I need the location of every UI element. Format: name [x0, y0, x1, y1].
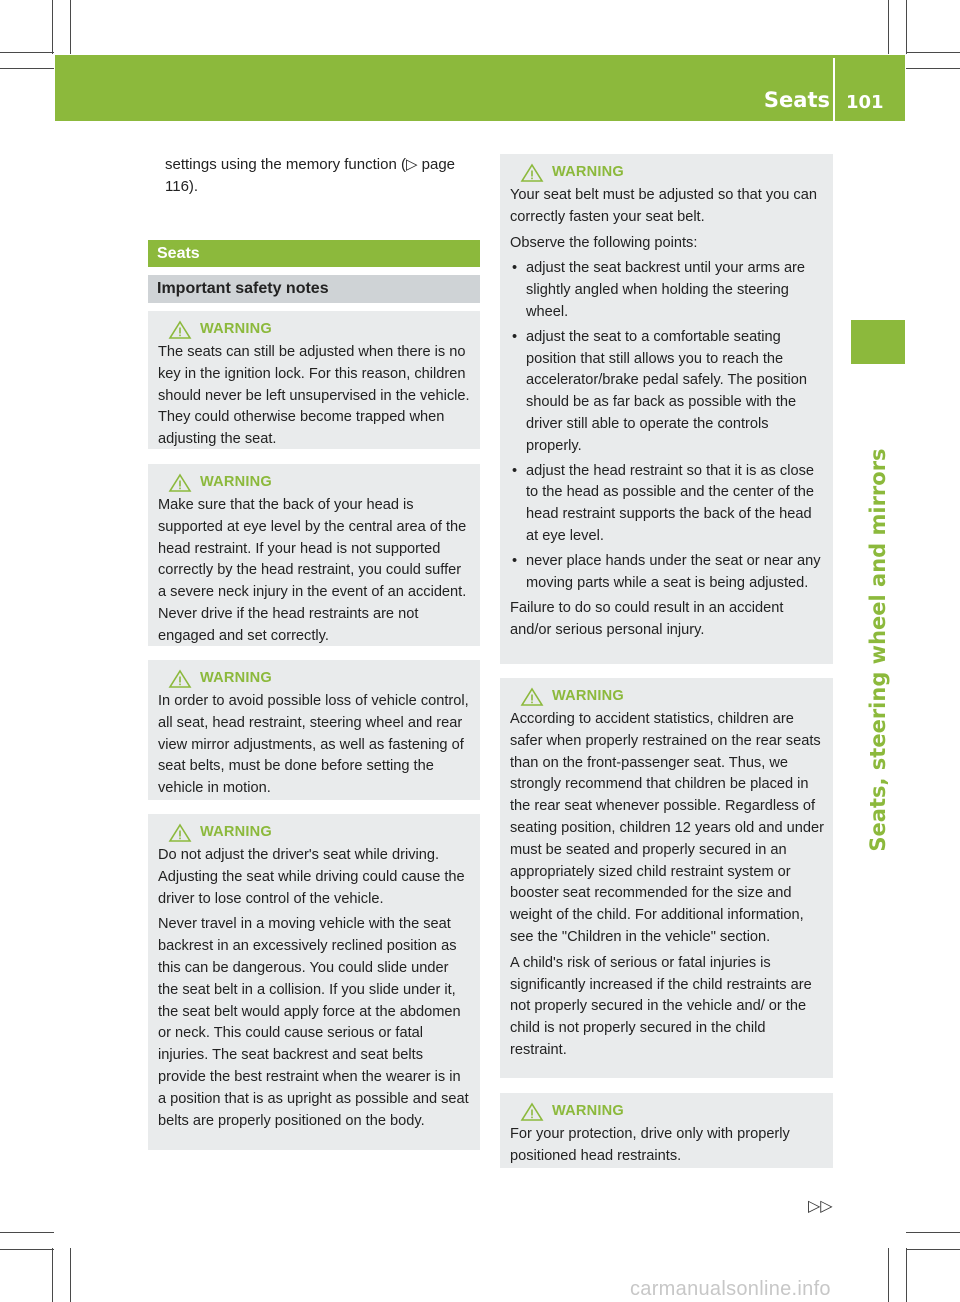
- warning-box-children: [500, 678, 833, 1078]
- warning-triangle-icon: [168, 669, 192, 689]
- warning-box: [148, 464, 480, 646]
- warning-box: [148, 814, 480, 1150]
- chapter-side-label: Seats, steering wheel and mirrors: [866, 448, 890, 852]
- warning-header: [510, 1101, 825, 1123]
- crop-mark: [70, 1248, 71, 1302]
- crop-mark: [0, 52, 54, 53]
- warning-header: [158, 822, 472, 844]
- warning-bullet-list: [510, 258, 825, 594]
- warning-label: WARNING: [552, 1103, 624, 1120]
- warning-box-head-restraints: [500, 1093, 833, 1168]
- warning-text: Observe the following points:: [510, 234, 698, 251]
- warning-label: WARNING: [200, 670, 272, 687]
- list-item: • adjust the head restraint so that it is as close to the head as possible and the center of the head restraint supports the back of the head at eye level.: [510, 461, 825, 548]
- warning-box-seat-belt: [500, 154, 833, 664]
- warning-text: Make sure that the back of your head is supported at eye level by the central area of the head restraint. If your head is not supported correctly by the head restraint, you could suffer a severe neck injury in the event of an accident. Never drive if the head restraints are not engaged and set correctly.: [158, 497, 467, 644]
- watermark: carmanualsonline.info: [630, 1278, 831, 1300]
- crop-mark: [906, 0, 907, 54]
- crop-mark: [0, 1232, 54, 1233]
- page-number: 101: [846, 92, 884, 113]
- warning-text: Failure to do so could result in an accident and/or serious personal injury.: [510, 600, 784, 639]
- warning-label: WARNING: [200, 824, 272, 841]
- crop-mark: [888, 1248, 889, 1302]
- warning-text: Never travel in a moving vehicle with the seat backrest in an excessively reclined position as this can be dangerous. You could slide under the seat belt in a collision. If you slide under it, the seat belt would apply force at the abdomen or neck. This could cause serious or fatal injuries. The seat backrest and seat belts provide the best restraint when the wearer is in a position that is as upright as possible and seat belts are properly positioned on the body.: [158, 916, 469, 1129]
- header-divider: [833, 58, 835, 121]
- intro-text: settings using the memory function (▷ page 116).: [165, 156, 456, 195]
- warning-text: The seats can still be adjusted when there is no key in the ignition lock. For this reason, children should never be left unsupervised in the vehicle. They could otherwise become trapped when adjusting the seat.: [158, 344, 470, 448]
- list-item: • adjust the seat to a comfortable seating position that still allows you to reach the accelerator/brake pedal safely. The position should be as far back as possible with the driver still able to operate the controls properly.: [510, 327, 825, 458]
- subsection-title: Important safety notes: [148, 275, 480, 303]
- crop-mark: [52, 1248, 53, 1302]
- warning-text: For your protection, drive only with properly positioned head restraints.: [510, 1126, 790, 1164]
- warning-triangle-icon: [168, 473, 192, 493]
- warning-header: [510, 162, 825, 184]
- warning-label: WARNING: [552, 164, 624, 181]
- warning-label: WARNING: [200, 474, 272, 491]
- warning-text: A child's risk of serious or fatal injuries is significantly increased if the child restraints are not properly secured in the vehicle and/ or the child is not properly secured in the child restraint.: [510, 954, 812, 1058]
- warning-triangle-icon: [520, 687, 544, 707]
- warning-label: WARNING: [200, 321, 272, 338]
- warning-header: [510, 686, 825, 708]
- warning-text: Your seat belt must be adjusted so that you can correctly fasten your seat belt.: [510, 187, 817, 225]
- warning-label: WARNING: [552, 688, 624, 705]
- crop-mark: [906, 1232, 960, 1233]
- crop-mark: [906, 68, 960, 69]
- crop-mark: [906, 52, 960, 53]
- warning-header: [158, 319, 472, 341]
- crop-mark: [906, 1248, 907, 1302]
- warning-box: [148, 311, 480, 449]
- warning-triangle-icon: [168, 320, 192, 340]
- list-item: • adjust the seat backrest until your arms are slightly angled when holding the steering wheel.: [510, 258, 825, 323]
- list-item: • never place hands under the seat or near any moving parts while a seat is being adjusted.: [510, 551, 825, 595]
- continue-marker: ▷▷: [808, 1198, 833, 1215]
- warning-box: [148, 660, 480, 800]
- warning-triangle-icon: [520, 1102, 544, 1122]
- warning-text: Do not adjust the driver's seat while driving. Adjusting the seat while driving could cause the driver to lose control of the vehicle.: [158, 847, 465, 907]
- chapter-tab: [851, 320, 905, 364]
- warning-header: [158, 668, 472, 690]
- crop-mark: [906, 1249, 960, 1250]
- crop-mark: [888, 0, 889, 54]
- section-title: Seats: [148, 240, 480, 267]
- warning-triangle-icon: [168, 823, 192, 843]
- crop-mark: [0, 1249, 54, 1250]
- crop-mark: [52, 0, 53, 54]
- warning-triangle-icon: [520, 163, 544, 183]
- warning-header: [158, 472, 472, 494]
- warning-text: In order to avoid possible loss of vehicle control, all seat, head restraint, steering wheel and rear view mirror adjustments, as well as fastening of seat belts, must be done before setting the vehicle in motion.: [158, 693, 469, 797]
- warning-text: According to accident statistics, children are safer when properly restrained on the rear seats than on the front-passenger seat. Thus, we strongly recommend that children be placed in the rear seat whenever possible. Regardless of seating position, children 12 years old and under must be seated and properly secured in an appropriately sized child restraint system or booster seat recommended for the size and weight of the child. For additional information, see the "Children in the vehicle" section.: [510, 711, 824, 945]
- crop-mark: [0, 68, 54, 69]
- crop-mark: [70, 0, 71, 54]
- header-section-title: Seats: [763, 88, 830, 112]
